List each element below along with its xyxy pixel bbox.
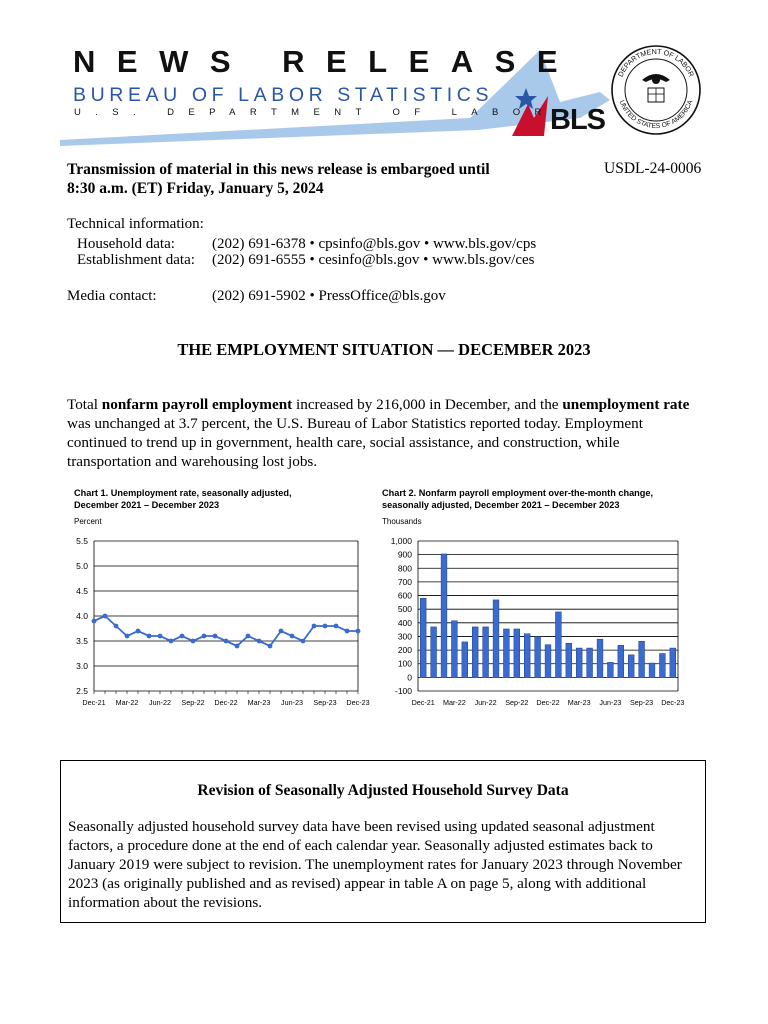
payroll-bar: [483, 627, 489, 677]
revision-body: Seasonally adjusted household survey data have been revised using updated seasonal adjustment factors, a procedure done at the end of each calendar year. Seasonally adjusted estimates back to January 2019 were subject to revision. The unemployment rates for January 2023 through November 2023 (as originally published and as revised) appear in table A on page 5, along with additional information about the revisions.: [68, 818, 682, 911]
chart1-unit-label: Percent: [74, 517, 102, 526]
payroll-bar: [670, 648, 676, 677]
x-tick-label: Mar-22: [115, 698, 139, 707]
lead-text-1: Total: [67, 396, 102, 413]
y-tick-label: 2.5: [76, 686, 88, 696]
chart1-unemployment-rate: [60, 530, 370, 710]
document-title: THE EMPLOYMENT SITUATION — DECEMBER 2023: [177, 340, 591, 359]
payroll-bar: [462, 642, 468, 677]
x-tick-label: Mar-23: [567, 698, 591, 707]
chart2-payroll-change: [370, 530, 690, 710]
revision-notice-box: [60, 760, 706, 923]
x-tick-label: Sep-22: [505, 698, 529, 707]
x-tick-label: Dec-22: [536, 698, 560, 707]
payroll-bar: [472, 627, 478, 677]
unemployment-point: [103, 614, 108, 619]
unemployment-point: [224, 639, 229, 644]
unemployment-point: [114, 624, 119, 629]
payroll-bar: [628, 655, 634, 678]
x-tick-label: Mar-22: [443, 698, 466, 707]
lead-paragraph: [67, 395, 697, 471]
department-name: U.S. DEPARTMENT OF LABOR: [74, 107, 556, 118]
y-tick-label: 5.5: [76, 536, 88, 546]
unemployment-point: [191, 639, 196, 644]
payroll-bar: [555, 612, 561, 677]
y-tick-label: 300: [397, 631, 412, 642]
payroll-bar: [649, 663, 655, 677]
x-tick-label: Dec-23: [346, 698, 370, 707]
x-tick-label: Sep-23: [630, 698, 654, 707]
y-tick-label: 600: [397, 590, 412, 601]
payroll-bar: [566, 643, 572, 677]
x-tick-label: Dec-21: [411, 698, 435, 707]
payroll-bar: [524, 634, 530, 678]
unemployment-point: [125, 634, 130, 639]
unemployment-point: [246, 634, 251, 639]
payroll-bar: [514, 629, 520, 677]
y-tick-label: 900: [397, 549, 412, 560]
x-tick-label: Jun-22: [149, 698, 171, 707]
x-tick-label: Dec-21: [82, 698, 106, 707]
unemployment-point: [312, 624, 317, 629]
payroll-bar: [607, 662, 613, 677]
seal-text-bottom: UNITED STATES OF AMERICA: [617, 99, 695, 131]
payroll-bar: [618, 645, 624, 677]
lead-bold-payroll: nonfarm payroll employment: [101, 396, 293, 413]
payroll-bar: [451, 621, 457, 678]
unemployment-point: [136, 629, 141, 634]
unemployment-point: [213, 634, 218, 639]
chart1-title: [74, 487, 292, 511]
chart1-title-line1: Chart 1. Unemployment rate, seasonally adjusted,: [74, 488, 292, 498]
x-tick-label: Dec-22: [214, 698, 238, 707]
x-tick-label: Jun-23: [599, 698, 622, 707]
bls-logo-text: BLS: [550, 104, 605, 136]
unemployment-point: [257, 639, 262, 644]
x-tick-label: Dec-23: [661, 698, 685, 707]
payroll-bar: [441, 554, 447, 677]
unemployment-point: [323, 624, 328, 629]
news-release-heading: NEWS RELEASE: [73, 44, 580, 79]
y-tick-label: 4.0: [76, 611, 88, 621]
payroll-bar: [545, 645, 551, 678]
agency-name: BUREAU OF LABOR STATISTICS: [73, 84, 494, 106]
payroll-bar: [597, 639, 603, 677]
unemployment-point: [279, 629, 284, 634]
y-tick-label: 100: [397, 658, 412, 669]
x-tick-label: Jun-23: [281, 698, 303, 707]
media-contact-label: Media contact:: [67, 288, 157, 304]
unemployment-point: [290, 634, 295, 639]
chart2-title: [382, 487, 653, 511]
y-tick-label: 800: [397, 563, 412, 574]
chart1-title-line2: December 2021 – December 2023: [74, 500, 220, 510]
technical-info-label: Technical information:: [67, 216, 204, 232]
unemployment-point: [92, 619, 97, 624]
unemployment-point: [180, 634, 185, 639]
establishment-contact: (202) 691-6555 • cesinfo@bls.gov • www.bls.gov/ces: [212, 252, 535, 268]
seal-text-top: DEPARTMENT OF LABOR: [615, 46, 697, 79]
chart2-title-line1: Chart 2. Nonfarm payroll employment over-the-month change,: [382, 488, 654, 498]
y-tick-label: 3.5: [76, 636, 88, 646]
payroll-bar: [493, 600, 499, 677]
x-tick-label: Sep-22: [181, 698, 205, 707]
payroll-bar: [576, 648, 582, 677]
media-contact: (202) 691-5902 • PressOffice@bls.gov: [212, 288, 446, 304]
embargo-notice: [67, 160, 537, 198]
payroll-bar: [587, 648, 593, 677]
lead-text-2: increased by 216,000 in December, and the: [292, 396, 563, 413]
payroll-bar: [535, 636, 541, 677]
release-id: USDL-24-0006: [604, 160, 702, 177]
payroll-bar: [431, 627, 437, 677]
unemployment-point: [202, 634, 207, 639]
y-tick-label: 700: [397, 576, 412, 587]
unemployment-point: [169, 639, 174, 644]
x-tick-label: Jun-22: [474, 698, 497, 707]
y-tick-label: 200: [397, 645, 412, 656]
unemployment-point: [235, 644, 240, 649]
establishment-label: Establishment data:: [77, 252, 195, 268]
y-tick-label: 0: [407, 672, 412, 683]
household-label: Household data:: [77, 236, 175, 252]
chart2-title-line2: seasonally adjusted, December 2021 – December 2023: [382, 500, 620, 510]
y-tick-label: 5.0: [76, 561, 88, 571]
embargo-line-2: 8:30 a.m. (ET) Friday, January 5, 2024: [67, 180, 324, 197]
payroll-bar: [639, 641, 645, 677]
x-tick-label: Sep-23: [313, 698, 337, 707]
unemployment-point: [345, 629, 350, 634]
chart2-unit-label: Thousands: [382, 517, 422, 526]
dol-seal-icon: [610, 44, 702, 136]
unemployment-point: [301, 639, 306, 644]
y-tick-label: 400: [397, 617, 412, 628]
payroll-bar: [659, 654, 665, 678]
lead-text-3: was unchanged at 3.7 percent, the U.S. Bureau of Labor Statistics reported today. Employment continued to trend up in government, health care, social assistance, and construction, while transportation and warehousing lost jobs.: [67, 415, 643, 470]
y-tick-label: 1,000: [390, 536, 412, 546]
embargo-line-1: Transmission of material in this news release is embargoed until: [67, 161, 490, 178]
payroll-bar: [420, 598, 426, 677]
y-tick-label: -100: [394, 686, 412, 696]
payroll-bar: [503, 629, 509, 677]
y-tick-label: 500: [397, 604, 412, 615]
revision-title: Revision of Seasonally Adjusted Household Survey Data: [197, 782, 569, 799]
lead-bold-unemployment: unemployment rate: [562, 396, 690, 413]
unemployment-point: [334, 624, 339, 629]
unemployment-point: [356, 629, 361, 634]
y-tick-label: 4.5: [76, 586, 88, 596]
unemployment-point: [147, 634, 152, 639]
x-tick-label: Mar-23: [247, 698, 271, 707]
unemployment-point: [158, 634, 163, 639]
unemployment-point: [268, 644, 273, 649]
household-contact: (202) 691-6378 • cpsinfo@bls.gov • www.bls.gov/cps: [212, 236, 537, 252]
y-tick-label: 3.0: [76, 661, 88, 671]
